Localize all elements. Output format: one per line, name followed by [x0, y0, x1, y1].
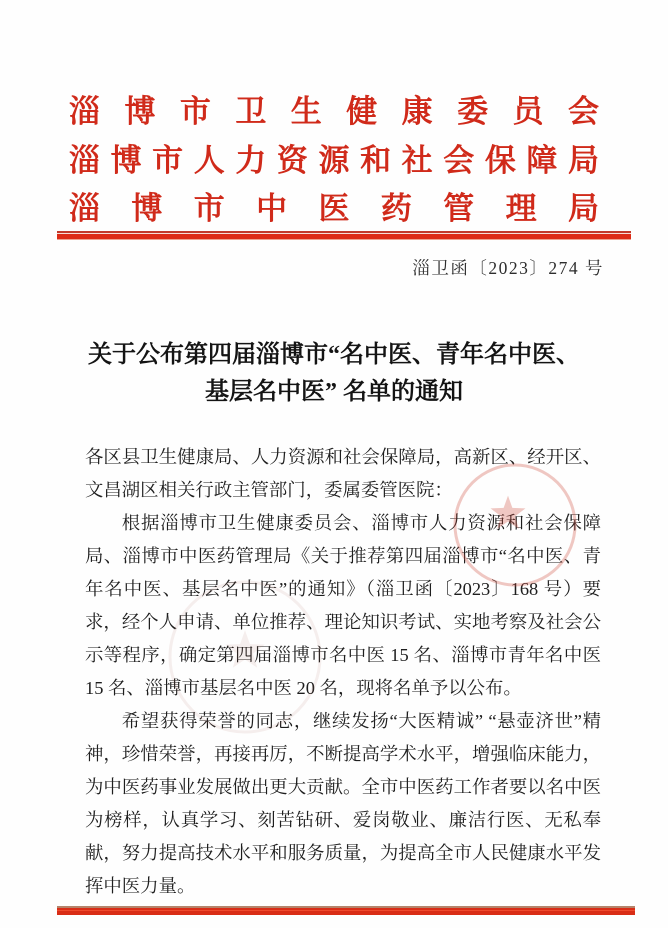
- paragraph-exhortation: 希望获得荣誉的同志，继续发扬“大医精诚” “悬壶济世”精神，珍惜荣誉，再接再厉，不断提高学术水平，增强临床能力，为中医药事业发展做出更大贡献。全市中医药工作者要以名中医为榜样，认真学习、刻苦钻研、爱岗敬业、廉洁行医、无私奉献，努力提高技术水平和服务质量，为提高全市人民健康水平发挥中医力量。: [85, 711, 601, 896]
- issuing-agency-1: 淄博市卫生健康委员会: [69, 94, 599, 129]
- page-bottom-rule: [57, 906, 635, 916]
- document-title-line-1: 关于公布第四届淄博市“名中医、青年名中医、: [88, 342, 580, 368]
- paragraph-announcement: 根据淄博市卫生健康委员会、淄博市人力资源和社会保障局、淄博市中医药管理局《关于推荐第四届淄博市“名中医、青年名中医、基层名中医”的通知》（淄卫函〔2023〕168 号）要求，经个人申请、单位推荐、理论知识考试、实地考察及社会公示等程序，确定第四届淄博市名中医 15 名、淄博市青年名中医 15 名、淄博市基层名中医 20 名，现将名单予以公布。: [85, 513, 601, 698]
- issuing-agency-3: 淄博市中医药管理局: [69, 191, 599, 226]
- letterhead: [69, 88, 599, 234]
- header-divider-rule: [57, 231, 631, 241]
- document-title-line-2: 基层名中医” 名单的通知: [205, 379, 463, 405]
- paragraph-salutation: 各区县卫生健康局、人力资源和社会保障局，高新区、经开区、文昌湖区相关行政主管部门，委属委管医院：: [85, 447, 601, 500]
- document-body: [85, 441, 601, 903]
- document-number: 淄卫函〔2023〕274 号: [412, 258, 604, 278]
- issuing-agency-2: 淄博市人力资源和社会保障局: [69, 142, 599, 178]
- document-title: [45, 337, 623, 411]
